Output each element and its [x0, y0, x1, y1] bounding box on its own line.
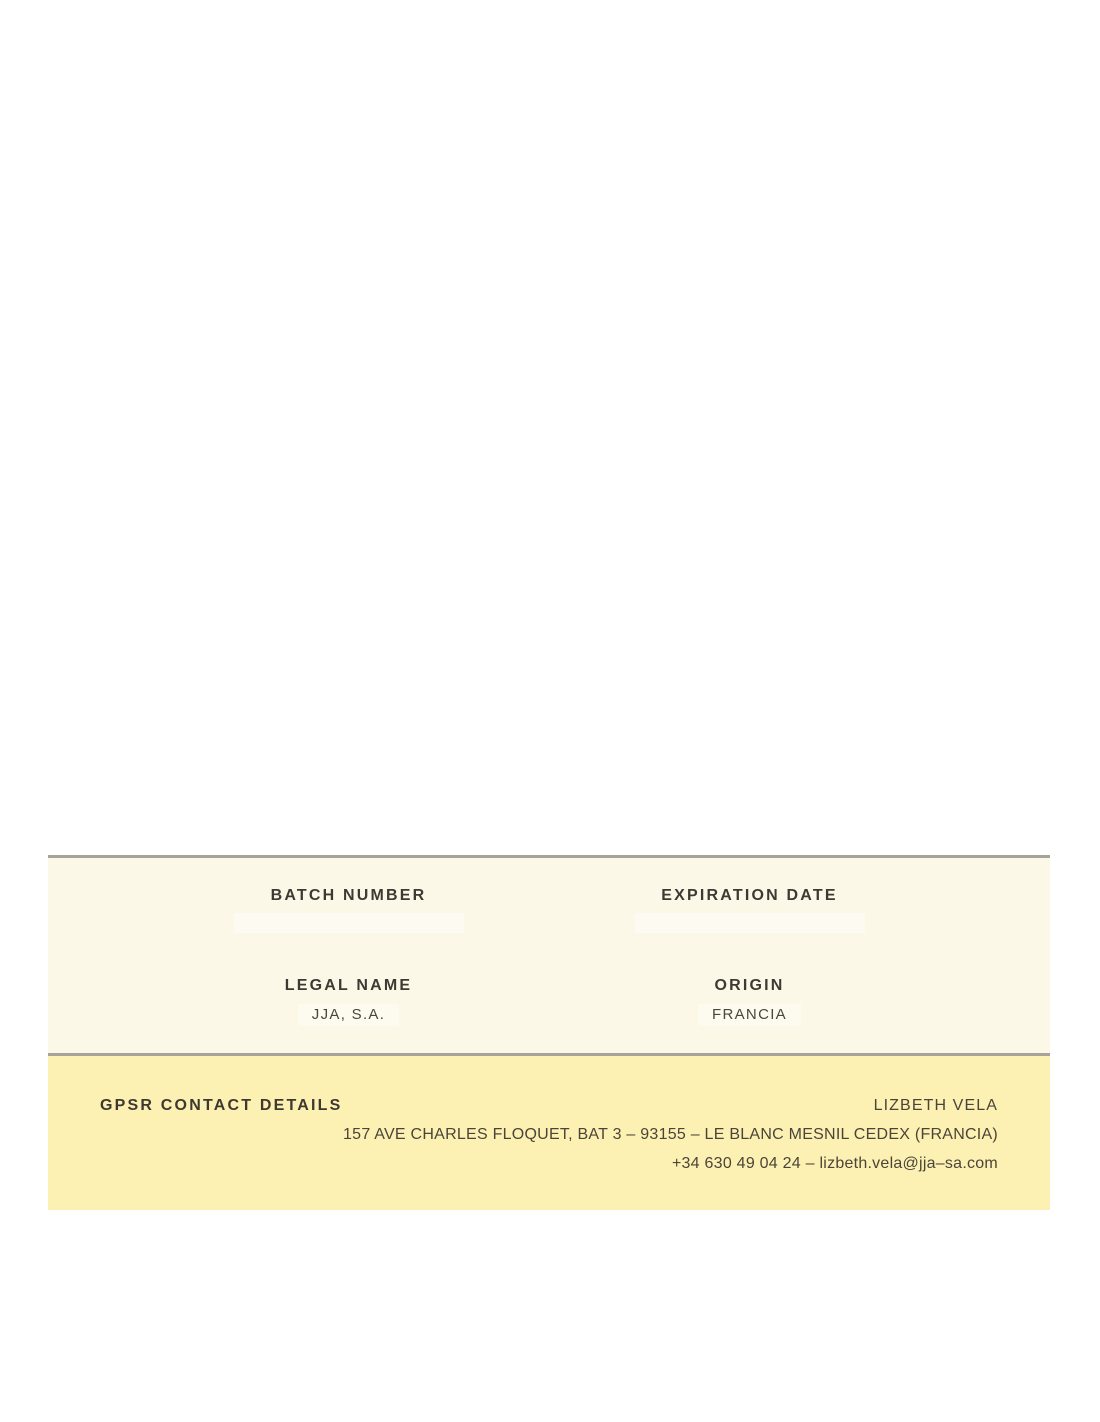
field-row-legal-origin: [148, 976, 950, 1026]
field-row-batch-expiration: [148, 886, 950, 933]
gpsr-contact-header-line: [100, 1096, 998, 1115]
gpsr-contact-name: LIZBETH VELA: [873, 1097, 998, 1114]
product-info-block: [48, 855, 1050, 1210]
gpsr-contact-title: GPSR CONTACT DETAILS: [100, 1097, 343, 1114]
gpsr-contact-address: 157 AVE CHARLES FLOQUET, BAT 3 – 93155 – LE BLANC MESNIL CEDEX (FRANCIA): [343, 1126, 998, 1143]
product-fields-panel: [48, 858, 1050, 1053]
expiration-date-value-placeholder: [635, 913, 865, 933]
batch-number-value-placeholder: [234, 913, 464, 933]
gpsr-contact-panel: [48, 1056, 1050, 1210]
field-origin: [549, 976, 950, 1026]
origin-value: FRANCIA: [698, 1004, 801, 1026]
batch-number-label: BATCH NUMBER: [270, 887, 427, 904]
field-expiration-date: [549, 886, 950, 933]
field-legal-name: [148, 976, 549, 1026]
field-batch-number: [148, 886, 549, 933]
expiration-date-label: EXPIRATION DATE: [661, 887, 838, 904]
origin-label: ORIGIN: [714, 977, 785, 994]
gpsr-contact-phone-email: +34 630 49 04 24 – lizbeth.vela@jja–sa.com: [671, 1155, 998, 1172]
legal-name-label: LEGAL NAME: [284, 977, 413, 994]
legal-name-value: JJA, S.A.: [298, 1004, 399, 1026]
